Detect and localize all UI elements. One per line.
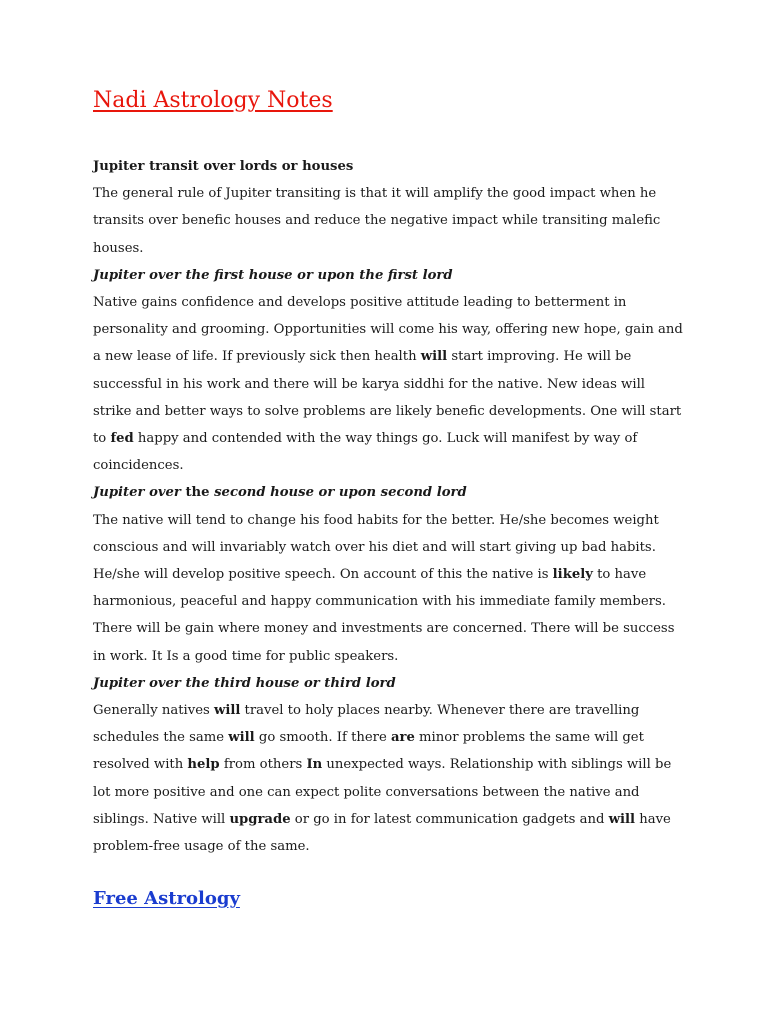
emphasis: will — [228, 730, 255, 746]
section-heading-second-house — [93, 479, 683, 506]
text-run: Generally natives — [93, 703, 214, 719]
section-heading-third-house: Jupiter over the third house or third lord — [93, 675, 396, 691]
emphasis: upgrade — [229, 811, 291, 827]
text-run: go smooth. If there — [254, 730, 391, 746]
emphasis: likely — [552, 567, 593, 583]
text-run: to have harmonious, peaceful and happy communication with his immediate family members. There will be gain where money and investments are concerned. There will be success in work. It Is a good time for public speakers. — [93, 567, 675, 664]
emphasis: are — [390, 730, 415, 746]
text-run: minor problems the same will get resolved with — [93, 730, 644, 773]
emphasis: In — [306, 757, 323, 773]
intro-paragraph: The general rule of Jupiter transiting is that it will amplify the good impact when he transits over benefic houses and reduce the negative impact while transiting malefic houses. — [93, 186, 661, 256]
text-run: happy and contended with the way things go. Luck will manifest by way of coincidences. — [93, 431, 638, 474]
heading-run: second house or upon second lord — [209, 485, 467, 501]
emphasis: will — [420, 349, 448, 365]
document-body — [93, 153, 683, 860]
text-run: travel to holy places nearby. Whenever there are travelling schedules the same — [93, 703, 640, 746]
text-run: start improving. He will be successful in his work and there will be karya siddhi for the native. New ideas will strike and better ways to solve problems are likely benefic developments. One will start to — [93, 349, 682, 447]
emphasis: will — [213, 703, 241, 719]
section-body-first-house — [93, 289, 683, 479]
emphasis: will — [608, 811, 636, 827]
emphasis: help — [187, 757, 220, 773]
emphasis: fed — [110, 431, 134, 447]
text-run: Native gains confidence and develops positive attitude leading to betterment in personality and grooming. Opportunities will come his way, offering new hope, gain and a new lease of life. If previously sick then health — [93, 295, 683, 365]
free-astrology-link[interactable]: Free Astrology — [93, 888, 240, 909]
heading-run: the — [185, 485, 210, 501]
text-run: or go in for latest communication gadgets and — [290, 811, 609, 827]
text-run: from others — [219, 757, 307, 773]
heading-run: Jupiter over — [93, 485, 186, 501]
text-run: The native will tend to change his food habits for the better. He/she becomes weight conscious and will invariably watch over his diet and will start giving up bad habits. He/she will develop positive speech. On account of this the native is — [93, 512, 659, 583]
text-run: have problem-free usage of the same. — [93, 811, 671, 855]
section-body-third-house — [93, 697, 683, 860]
text-run: unexpected ways. Relationship with siblings will be lot more positive and one can expect polite conversations between the native and siblings. Native will — [93, 757, 672, 827]
section-heading-first-house: Jupiter over the first house or upon the first lord — [93, 267, 453, 283]
subheading: Jupiter transit over lords or houses — [93, 159, 354, 174]
section-body-second-house — [93, 507, 683, 670]
page-title: Nadi Astrology Notes — [93, 88, 333, 113]
